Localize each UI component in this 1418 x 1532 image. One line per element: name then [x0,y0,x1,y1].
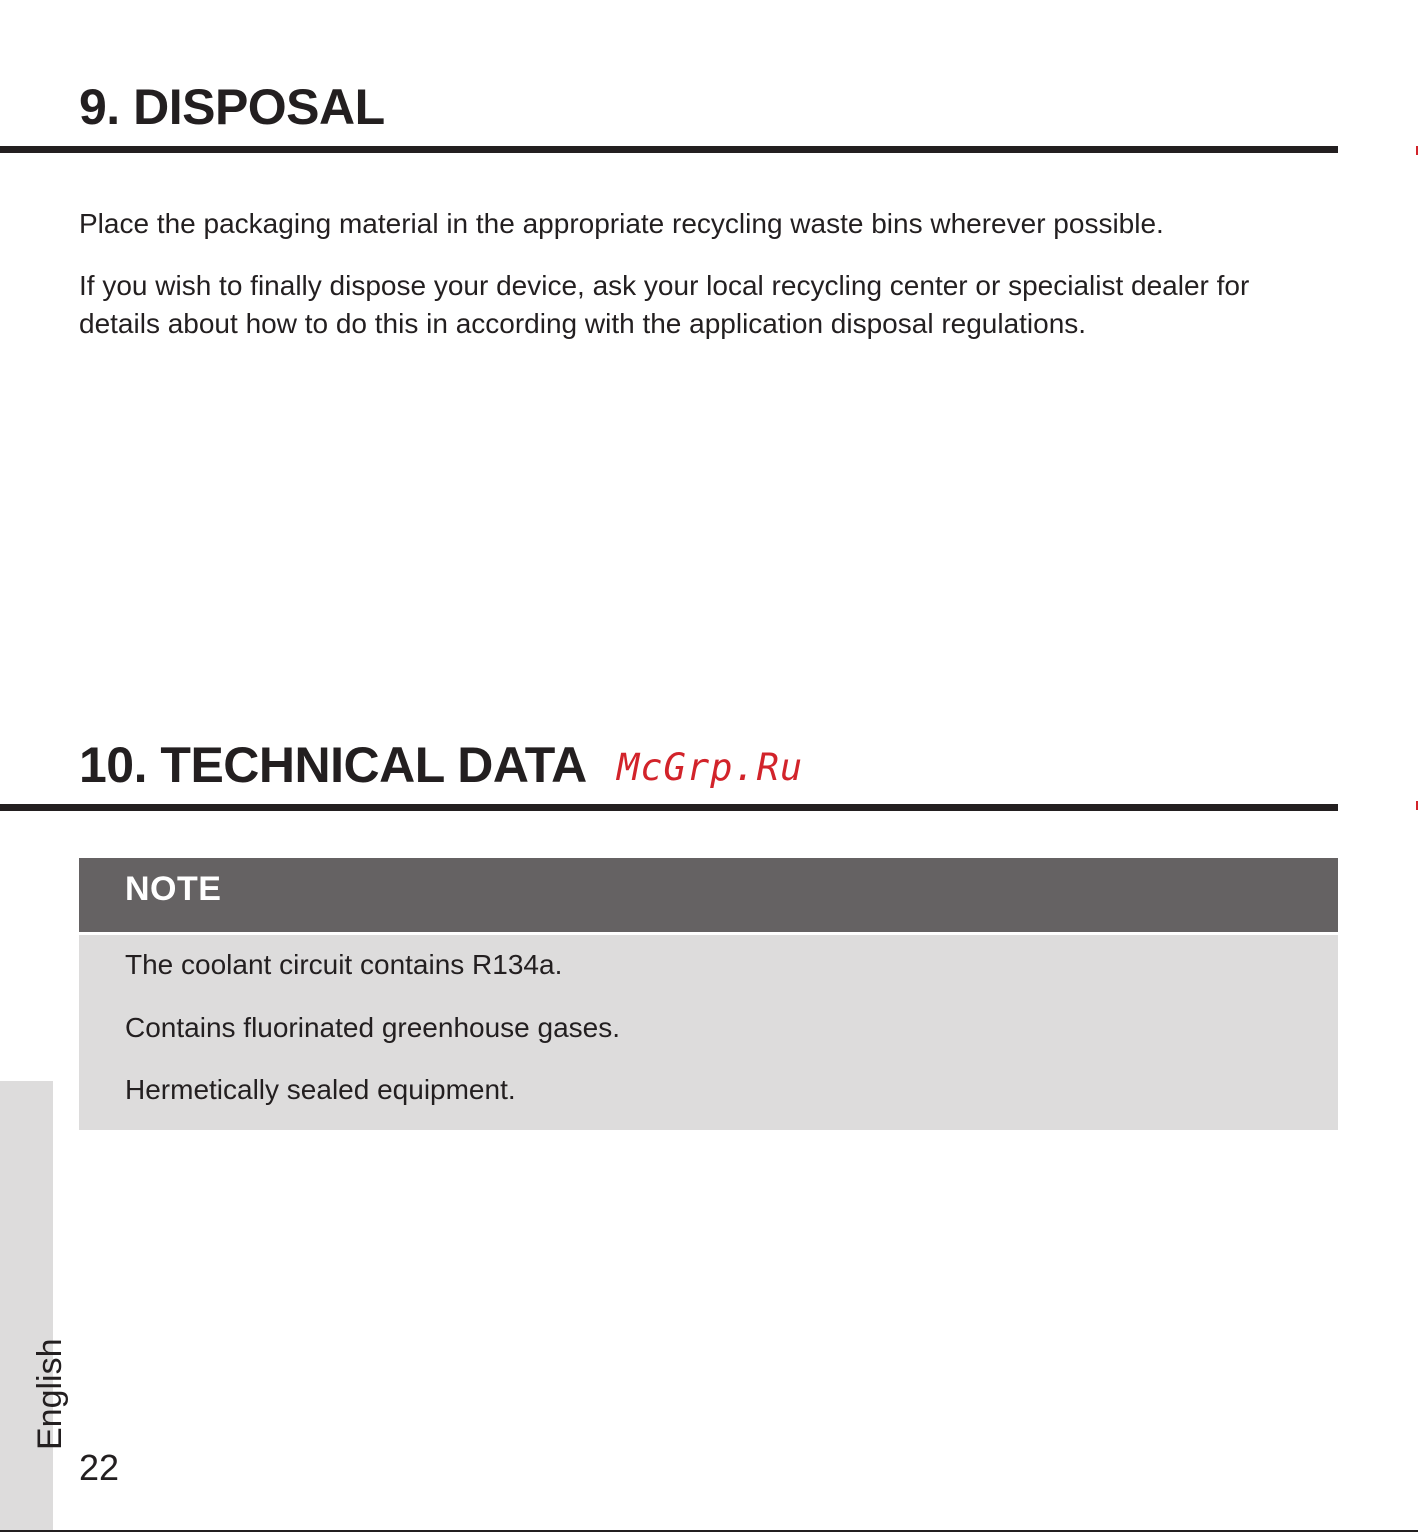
section-divider-technical-data [0,804,1338,811]
section-heading-disposal: 9. DISPOSAL [79,79,385,135]
note-title: NOTE [125,870,222,908]
note-line-coolant: The coolant circuit contains R134a. [125,949,563,980]
disposal-paragraph-device: If you wish to finally dispose your device, ask your local recycling center or specialist dealer for details about how to do this in according with the application disposal regulations. [79,270,1250,339]
note-body [79,935,1338,1130]
note-line-hermetically-sealed: Hermetically sealed equipment. [125,1074,516,1105]
page-number: 22 [79,1447,120,1488]
disposal-paragraph-packaging: Place the packaging material in the appropriate recycling waste bins wherever possible. [79,208,1164,239]
note-header [79,858,1338,932]
language-side-tab [0,1081,53,1532]
section-divider-disposal [0,146,1338,153]
note-line-greenhouse-gases: Contains fluorinated greenhouse gases. [125,1012,621,1043]
watermark: McGrp.Ru [617,746,804,789]
language-label: English [31,1338,69,1450]
section-heading-technical-data: 10. TECHNICAL DATA [79,737,587,793]
